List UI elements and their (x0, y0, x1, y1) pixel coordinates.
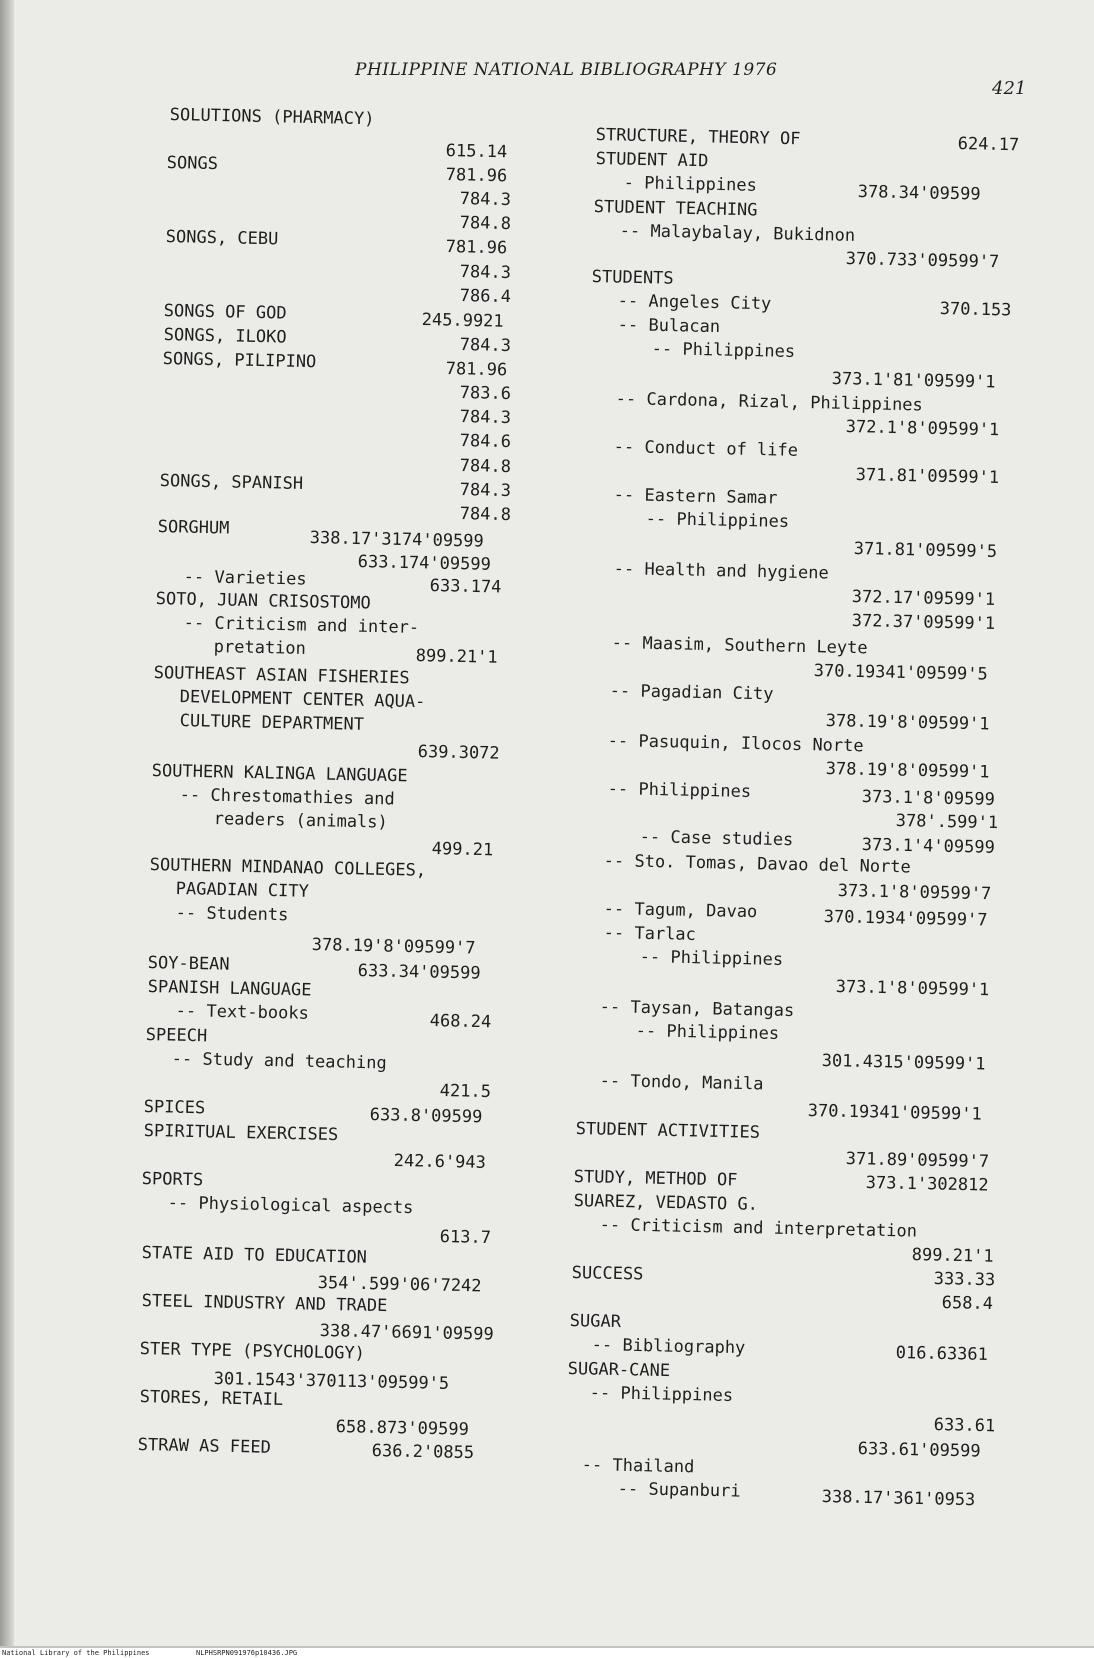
entry-heading: SUGAR-CANE (567, 1358, 671, 1382)
entry-number: 245.9921 (421, 309, 504, 332)
entry-number: 338.17'3174'09599 (309, 527, 484, 552)
entry-subheading: -- Bibliography (591, 1334, 746, 1359)
entry-number: 354'.599'06'7242 (317, 1272, 482, 1297)
entry-number: 373.1'8'09599 (861, 786, 996, 810)
entry-heading: STRAW AS FEED (137, 1434, 272, 1458)
entry-subheading: -- Philippines (607, 778, 752, 802)
entry-number: 633.174'09599 (357, 551, 492, 575)
entry-heading: SONGS, SPANISH (159, 470, 304, 494)
entry-number: 633.61'09599 (857, 1438, 981, 1462)
entry-number: 378'.599'1 (895, 810, 999, 834)
entry-number: 784.8 (459, 212, 512, 235)
entry-number: 613.7 (439, 1226, 492, 1249)
entry-number: 784.8 (459, 455, 512, 478)
entry-heading: STATE AID TO EDUCATION (141, 1242, 368, 1268)
entry-number: 633.8'09599 (369, 1104, 483, 1128)
entry-subheading: -- Thailand (581, 1454, 695, 1478)
entry-number: 899.21'1 (911, 1244, 994, 1267)
entry-subheading: -- Philippines (589, 1382, 734, 1406)
entry-heading: SOTO, JUAN CRISOSTOMO (155, 588, 371, 614)
entry-number: 784.3 (459, 479, 512, 502)
entry-subheading: -- Maasim, Southern Leyte (611, 632, 868, 659)
entry-subheading: -- Sto. Tomas, Davao del Norte (603, 850, 911, 878)
page-header-title: PHILIPPINE NATIONAL BIBLIOGRAPHY 1976 (355, 60, 778, 80)
entry-subheading: -- Eastern Samar (613, 484, 778, 509)
entry-subheading: -- Bulacan (617, 314, 721, 338)
entry-number: 301.1543'370113'09599'5 (213, 1368, 450, 1394)
entry-heading: SORGHUM (157, 516, 230, 539)
entry-number: 242.6'943 (393, 1150, 487, 1173)
entry-heading: STUDY, METHOD OF (573, 1166, 738, 1191)
entry-number: 633.61 (933, 1414, 996, 1437)
entry-number: 636.2'0855 (371, 1440, 475, 1464)
entry-heading: STUDENT AID (595, 148, 709, 172)
entry-heading: SUCCESS (571, 1262, 644, 1285)
entry-number: 301.4315'09599'1 (821, 1050, 986, 1075)
entry-number: 784.3 (459, 188, 512, 211)
entry-number: 899.21'1 (415, 645, 498, 668)
entry-number: 373.1'4'09599 (861, 834, 996, 858)
entry-number: 378.19'8'09599'1 (825, 710, 990, 735)
entry-heading: STUDENT ACTIVITIES (575, 1118, 761, 1143)
entry-heading: SOUTHERN MINDANAO COLLEGES, (149, 854, 427, 881)
entry-number: 371.81'09599'1 (855, 464, 1000, 488)
entry-number: 633.34'09599 (357, 960, 481, 984)
entry-number: 338.47'6691'09599 (319, 1320, 494, 1345)
entry-number: 658.873'09599 (335, 1416, 470, 1440)
entry-heading: SONGS OF GOD (163, 300, 287, 324)
page-edge-shadow (0, 0, 14, 1646)
entry-heading: PAGADIAN CITY (175, 878, 310, 902)
entry-number: 783.6 (459, 382, 512, 405)
entry-subheading: -- Text-books (175, 1000, 310, 1024)
entry-heading: SUAREZ, VEDASTO G. (573, 1190, 759, 1215)
entry-subheading: -- Supanburi (617, 1478, 741, 1502)
entry-number: 370.1934'09599'7 (823, 906, 988, 931)
footer-source: National Library of the Philippines (2, 1649, 150, 1657)
entry-heading: STUDENTS (591, 266, 674, 289)
entry-number: 372.1'8'09599'1 (845, 416, 1000, 441)
entry-heading: SOUTHERN KALINGA LANGUAGE (151, 760, 408, 787)
entry-number: 373.1'81'09599'1 (831, 368, 996, 393)
entry-subheading: -- Tagum, Davao (603, 898, 758, 923)
page-number: 421 (992, 78, 1027, 99)
entry-number: 499.21 (431, 838, 494, 861)
entry-subheading: -- Conduct of life (613, 436, 799, 461)
entry-subheading: -- Health and hygiene (613, 558, 829, 584)
entry-subheading: -- Varieties (183, 566, 307, 590)
entry-number: 378.19'8'09599'7 (311, 934, 476, 959)
entry-number: 016.63361 (895, 1342, 989, 1365)
entry-number: 781.96 (445, 358, 508, 381)
entry-number: 786.4 (459, 285, 512, 308)
entry-heading: SUGAR (569, 1310, 622, 1333)
entry-number: 373.1'8'09599'7 (837, 880, 992, 905)
entry-subheading: -- Malaybalay, Bukidnon (619, 220, 856, 246)
entry-number: 781.96 (445, 164, 508, 187)
entry-heading: STRUCTURE, THEORY OF (595, 124, 801, 150)
entry-number: 421.5 (439, 1080, 492, 1103)
entry-number: 784.8 (459, 503, 512, 526)
scan-footer (0, 1648, 1094, 1658)
entry-heading: SOY-BEAN (147, 952, 230, 975)
entry-subheading: -- Philippines (645, 508, 790, 532)
entry-number: 624.17 (957, 133, 1020, 156)
entry-number: 615.14 (445, 140, 508, 163)
entry-subheading: -- Physiological aspects (167, 1192, 414, 1219)
entry-number: 378.34'09599 (857, 181, 981, 205)
entry-subheading: -- Students (175, 902, 289, 926)
entry-heading: SPORTS (141, 1168, 204, 1191)
entry-heading: SPEECH (145, 1024, 208, 1047)
entry-subheading: -- Criticism and inter- (183, 612, 420, 638)
entry-heading: SONGS, PILIPINO (162, 348, 317, 373)
entry-number: 784.3 (459, 334, 512, 357)
entry-subheading: -- Tondo, Manila (599, 1070, 764, 1095)
entry-heading: SONGS, CEBU (165, 226, 279, 250)
entry-number: 784.3 (459, 406, 512, 429)
entry-subheading: pretation (213, 636, 307, 659)
entry-subheading: -- Angeles City (617, 290, 772, 315)
entry-heading: STUDENT TEACHING (593, 196, 758, 221)
footer-filename: NLPHSRPN091976p10436.JPG (196, 1649, 298, 1657)
entry-number: 633.174 (429, 575, 502, 598)
entry-subheading: readers (animals) (213, 808, 388, 833)
entry-subheading: -- Case studies (639, 826, 794, 851)
entry-number: 784.6 (459, 430, 512, 453)
entry-subheading: -- Cardona, Rizal, Philippines (615, 388, 923, 416)
entry-number: 639.3072 (417, 741, 500, 764)
entry-number: 781.96 (445, 236, 508, 259)
entry-number: 372.37'09599'1 (851, 610, 996, 634)
entry-number: 338.17'361'0953 (821, 1486, 976, 1511)
entry-heading: SPICES (143, 1096, 206, 1119)
entry-number: 333.33 (933, 1268, 996, 1291)
entry-number: 468.24 (429, 1010, 492, 1033)
entry-number: 372.17'09599'1 (851, 586, 996, 610)
entry-heading: SONGS, ILOKO (163, 324, 287, 348)
entry-subheading: -- Tarlac (603, 922, 697, 945)
entry-subheading: -- Pagadian City (609, 680, 774, 705)
entry-number: 370.19341'09599'1 (807, 1100, 982, 1125)
entry-heading: STER TYPE (PSYCHOLOGY) (139, 1338, 366, 1364)
entry-subheading: -- Philippines (639, 946, 784, 970)
entry-heading: SPANISH LANGUAGE (147, 976, 312, 1001)
entry-subheading: -- Taysan, Batangas (599, 996, 795, 1022)
entry-heading: SONGS (166, 152, 219, 175)
entry-heading: STORES, RETAIL (139, 1386, 284, 1410)
entry-heading: SOLUTIONS (PHARMACY) (169, 104, 375, 130)
entry-number: 373.1'302812 (865, 1172, 989, 1196)
entry-number: 371.81'09599'5 (853, 538, 998, 562)
entry-subheading: -- Philippines (635, 1020, 780, 1044)
entry-number: 373.1'8'09599'1 (835, 976, 990, 1001)
entry-subheading: -- Criticism and interpretation (599, 1214, 918, 1242)
entry-number: 378.19'8'09599'1 (825, 758, 990, 783)
entry-number: 658.4 (941, 1292, 994, 1315)
entry-subheading: -- Pasuquin, Ilocos Norte (607, 730, 864, 757)
entry-heading: CULTURE DEPARTMENT (179, 710, 365, 735)
entry-heading: STEEL INDUSTRY AND TRADE (141, 1290, 388, 1317)
entry-number: 370.733'09599'7 (845, 248, 1000, 273)
entry-subheading: -- Study and teaching (171, 1048, 387, 1074)
entry-subheading: - Philippines (623, 172, 758, 196)
entry-heading: SOUTHEAST ASIAN FISHERIES (153, 662, 410, 689)
entry-heading: DEVELOPMENT CENTER AQUA- (179, 686, 426, 713)
entry-heading: SPIRITUAL EXERCISES (143, 1120, 339, 1146)
entry-number: 370.153 (939, 298, 1012, 321)
entry-number: 371.89'09599'7 (845, 1148, 990, 1172)
entry-subheading: -- Chrestomathies and (179, 784, 395, 810)
entry-number: 784.3 (459, 261, 512, 284)
entry-number: 370.19341'09599'5 (813, 660, 988, 685)
entry-subheading: -- Philippines (651, 338, 796, 362)
